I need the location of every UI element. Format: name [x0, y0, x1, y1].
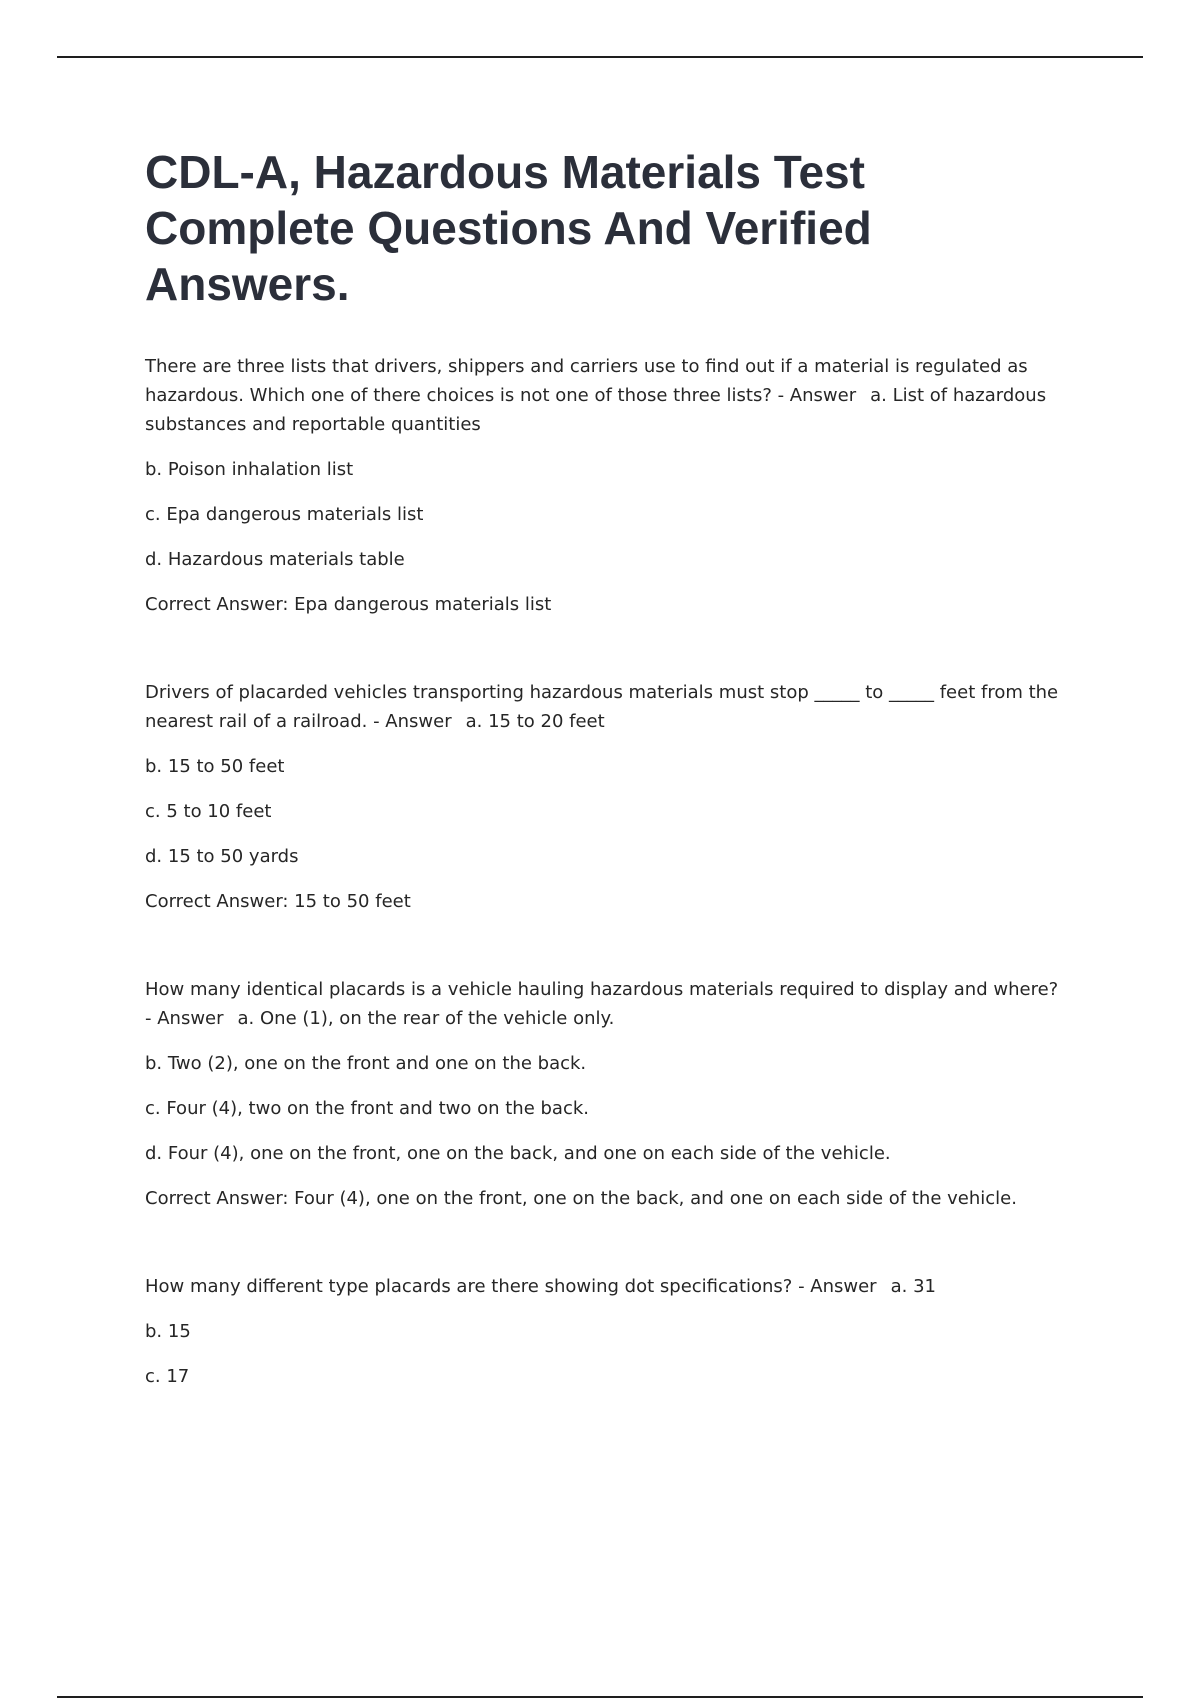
question-block [145, 678, 1065, 916]
answer-option: c. 17 [145, 1366, 190, 1387]
answer-option: d. 15 to 50 yards [145, 846, 299, 867]
question-prompt: Drivers of placarded vehicles transporting hazardous materials must stop _____ to _____ feet from the nearest rail of a railroad. - Answer [145, 682, 1059, 732]
question-block [145, 975, 1065, 1213]
question-block [145, 352, 1065, 619]
correct-answer: Correct Answer: Epa dangerous materials list [145, 594, 552, 615]
answer-option: b. 15 [145, 1321, 191, 1342]
correct-answer: Correct Answer: Four (4), one on the front, one on the back, and one on each side of the vehicle. [145, 1188, 1017, 1209]
question-block [145, 1272, 1065, 1391]
document-title: CDL-A, Hazardous Materials Test Complete Questions And Verified Answers. [145, 146, 872, 310]
bottom-rule [57, 1696, 1143, 1698]
answer-option: b. Two (2), one on the front and one on the back. [145, 1053, 587, 1074]
answer-option: a. 31 [890, 1276, 936, 1297]
answer-option: c. 5 to 10 feet [145, 801, 272, 822]
question-prompt: There are three lists that drivers, shippers and carriers use to find out if a material is regulated as hazardous. Which one of there choices is not one of those three lists? - Answer [145, 356, 1028, 406]
answer-option: d. Four (4), one on the front, one on the back, and one on each side of the vehicle. [145, 1143, 891, 1164]
document-content [145, 144, 1065, 1391]
question-text [145, 1272, 1065, 1301]
correct-answer: Correct Answer: 15 to 50 feet [145, 891, 411, 912]
answer-option: c. Four (4), two on the front and two on the back. [145, 1098, 589, 1119]
question-text [145, 678, 1065, 736]
answer-option: c. Epa dangerous materials list [145, 504, 424, 525]
answer-option: b. Poison inhalation list [145, 459, 354, 480]
answer-option: a. List of hazardous substances and reportable quantities [145, 385, 1047, 435]
question-text [145, 975, 1065, 1033]
answer-option: b. 15 to 50 feet [145, 756, 285, 777]
answer-option: a. One (1), on the rear of the vehicle only. [237, 1008, 615, 1029]
question-text [145, 352, 1065, 439]
answer-option: a. 15 to 20 feet [465, 711, 605, 732]
question-prompt: How many identical placards is a vehicle hauling hazardous materials required to display and where? - Answer [145, 979, 1059, 1029]
top-rule [57, 56, 1143, 58]
question-prompt: How many different type placards are there showing dot specifications? - Answer [145, 1276, 877, 1297]
answer-option: d. Hazardous materials table [145, 549, 405, 570]
